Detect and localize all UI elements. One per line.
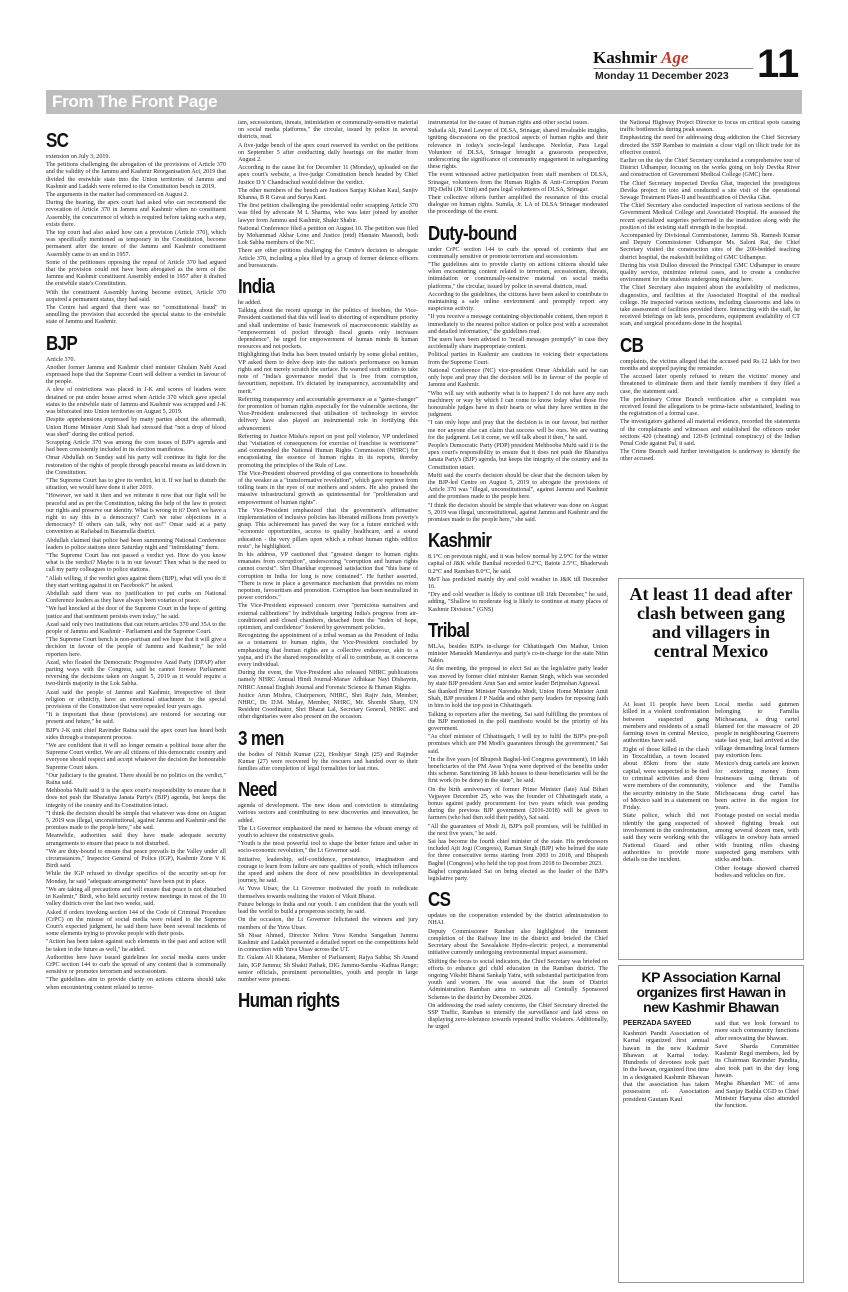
section-bar xyxy=(46,90,802,114)
paragraph: Shifting the focus to social indicators, the Chief Secretary was briefed on efforts to enhance girl child education in the Ramban district. The ongoing Viksbit Bharat Sankalp Yatra, with substantial participation from youth and women. He was assured that the team of District Administration Ramban aims to saturate all Centrally Sponsored Schemes in the district by December 2026. xyxy=(428,958,608,1001)
paragraph: Political parties in Kashmir are cautious in voicing their expectations from the Supreme Court. xyxy=(428,352,608,366)
paragraph: extension on July 3, 2019. xyxy=(46,154,110,160)
paragraph: Earlier on the day the Chief Secretary conducted a comprehensive tour of District Udhampur, focusing on the works going on holy Devika River and construction of Government Medical College (GMC) here. xyxy=(620,158,800,179)
paragraph: Highlighting that India has been treated unfairly by some global entities, VP asked them to delve deep into the nation's performance on human rights and not merely scratch the surface. He warned such entities to take note of "India's governance model that is free from corruption, favouritism, nepotism. It's dictated by transparency, accountability and merit." xyxy=(238,352,418,395)
story-head-tribal: Tribal xyxy=(428,619,470,642)
paragraph: Initiative, leadership, self-confidence, persistence, imagination and courage to learn from failure are rare qualities of youth, which influences the speed and ushers the door of new possibilities in developmental journey, he said. xyxy=(238,856,418,885)
paragraph: The top court had also asked how can a provision (Article 370), which was specifically mentioned as temporary in the Constitution, become permanent after the tenure of the Jammu and Kashmir constituent Assembly came to an end in 1957. xyxy=(46,230,226,258)
paragraph: Abdullah said there was no justification to put curbs on National Conference leaders as they have always been votaries of peace. xyxy=(46,590,226,605)
paragraph: Sh Nisar Ahmed, Director Nehru Yuva Kendra Sangathan Jammu Kashmir and Ladakh presented a detailed report on the competitions held in connection with Yuva Utsav across the UT. xyxy=(238,932,418,954)
paragraph: National Conference (NC) vice-president Omar Abdullah said he can only hope and pray that the decision will be in favour of the people of Jammu and Kashmir. xyxy=(428,367,608,389)
paragraph: Baghel congratulated Sai on being elected as the leader of the BJP's legislative party. xyxy=(428,868,608,883)
paragraph: The investigators gathered all material evidence, recorded the statements of the complainants and witnesses and established the offences under sections 420 (cheating) and 120-B (criminal conspiracy) of the Indian Penal Code against Pal, it said. xyxy=(620,419,800,447)
paragraph: Meanwhile, authorities said they have made adequate security arrangements to ensure that peace is not disturbed. xyxy=(46,833,226,847)
story-body-3-men xyxy=(238,752,418,774)
story-body-sc-cont xyxy=(238,120,418,270)
paragraph: Megha Bhandari MC of area and Sanjay Bathla CGD to Chief Minister Haryana also attended the function. xyxy=(715,1080,799,1110)
paragraph: Emphasizing the need for addressing drug addiction the Chief Secretary directed the SSP Ramban to maintain a close vigil on illicit trade for its effective control. xyxy=(620,135,800,156)
paragraph: Deputy Commissioner Ramban also highlighted the imminent completion of the Railway line in the district and briefed the Chief Secretary about the Sawalakote Hydro-electric project, a monumental initiative currently undergoing environmental impact assessment. xyxy=(428,928,608,957)
paragraph: "The Supreme Court has not passed a verdict yet. How do you know what is the verdict? Maybe it is in our favour! Then what is the need to call my party colleagues to police stations. xyxy=(46,552,226,574)
paragraph: The other members of the bench are Justices Sanjay Kishan Kaul, Sanjiv Khanna, B R Gavai and Surya Kant. xyxy=(238,187,418,202)
paragraph: agenda of development. The new ideas and conviction is stimulating various sectors and contributing to new discoveries and innovation, he added. xyxy=(238,803,418,824)
story-body-duty-bound xyxy=(428,247,608,525)
paragraph: Justice Arun Mishra, Chairperson, NHRC, Shri Rajiv Jain, Member, NHRC, Dr. D.M. Mulay, Member, NHRC, Mr. Shombi Sharp, UN Resident Coordinator, Shri Bharat Lal, Secretary General, NHRC and other dignitaries were also present on the occasion. xyxy=(238,692,418,721)
paragraph: The Vice-President expressed concern over "pernicious narratives and external calibrations" by individuals targeting India's progress from air-conditioned and closed chambers, detached from the "index of hope, optimism, and confidence" fostered by government policies. xyxy=(238,603,418,631)
paragraph: The Vice-President observed providing of gas connections to households of the weaker as a "transformative revolution", which gave reprieve from toiling tears in the eyes of our mothers and sisters. He also praised the massive infrastructural growth as quintessential for "proliferation and empowerment of human rights". xyxy=(238,470,418,506)
paragraph: People's Democratic Party (PDP) president Mehbooba Mufti said it is the apex court's responsibility to ensure that it does not push the Bharatiya Janata Party's (BJP) agenda, but keeps the integrity of the country and its Constitution intact. xyxy=(428,442,608,471)
paragraph: Eight of those killed in the clash in Texcaltitlan, a town located about 85km from the state capital, were suspected to be tied to criminal activities and three were members of the community, the security ministry in the State of Mexico said in a statement on Friday. xyxy=(623,745,709,812)
paragraph: "If you receive a message containing objectionable content, then report it immediately to the nearest police station or police post with a screenshot and detailed information," the guidelines read. xyxy=(428,314,608,335)
kp-headline: KP Association Karnal organizes first Hawan in new Kashmir Bhawan xyxy=(636,969,786,1015)
paragraph: Local media said gunmen belonging to Familia Michoacana, a drug cartel blamed for the massacre of 20 people in neighbouring Guerrero state last year, had arrived at the village demanding local farmers pay extortion fees. xyxy=(715,701,799,760)
story-body-hr-cont xyxy=(428,120,608,217)
paragraph: Some of the petitioners opposing the repeal of Article 370 had argued that the provision could not have been abrogated as the term of the Jammu and Kashmir constituent Assembly ended in 1957 after it drafted the erstwhile state's Constitution. xyxy=(46,259,226,288)
paragraph: Referring to Justice Misha's report on post poll violence, VP underlined that "visitation of consequences for exercise of franchise is worrisome" and commended the National Human Rights Commission (NHRC) for encapsulating the essence of human rights in its reports, thereby promoting the principles of the Rule of Law. xyxy=(238,433,418,469)
paragraph: Sai thanked Prime Minister Narendra Modi, Union Home Minister Amit Shah, BJP president J P Nadda and other party leaders for reposing faith in him to hold the top post in Chhattisgarh. xyxy=(428,689,608,710)
paragraph: The preliminary Crime Branch verification after a complaint was received found the allegations to be prima-facie substantiated, leading to the registration of a formal case. xyxy=(620,396,800,418)
paragraph: "As chief minister of Chhattisgarh, I will try to fulfil the BJP's pre-poll promises which are PM Modi's guarantees through the government," Sai said. xyxy=(428,734,608,755)
paragraph: "The guidelines aim to provide clarity on actions citizens should take when encountering content related to terror- xyxy=(46,977,226,991)
kp-byline: PEERZADA SAYEED xyxy=(623,1020,692,1027)
paragraph: The Crime Branch said further investigation is underway to identify the other accused. xyxy=(620,449,800,463)
paragraph: "However, we said it then and we reiterate it now that our fight will be peaceful and as per the Constitution, taking the help of the law to protect our rights and preserve our identity. What is wrong in it? Don't we have a right to say this in a democracy? Can't we raise objections in a democracy? If others can talk, why not us?" Omar said at a party convention at Rafiabad in Baramulla district. xyxy=(46,493,226,536)
paragraph: The petitions challenging the abrogation of the provisions of Article 370 and the validity of the Jammu and Kashmir Reorganisation Act, 2019 that divided the erstwhile state into the Union territories of Jammu and Kashmir and Ladakh were referred to the Constitution bench in 2019. xyxy=(46,162,226,190)
story-body-cb xyxy=(620,359,800,464)
paragraph: The Chief Secretary inspected Devika Ghat, inspected the prestigious Devika project in toto and conducted a site visit of the operational Sewage Treatment Plant-II and beautification of Devika Ghat. xyxy=(620,180,800,202)
paragraph: "Youth is the most powerful tool to shape the better future and usher in socio-economic revolution," the Lt Governor said. xyxy=(238,841,418,855)
paragraph: The Chief Secretary also inquired about the availability of medicines, diagnostics, and facilities at the Associated Hospital of the medical college. He inspected various sections, including classrooms and labs to take assessment of facilities provided there. Interacting with the staff, he received briefings on lab tests, procedures, equipment availability of CT scan, and surgical procedures done in the hospital. xyxy=(620,285,800,328)
paragraph: The Lt Governor emphasized the need to harness the vibrant energy of youth to achieve the constructive goals. xyxy=(238,825,418,840)
paragraph: "I can only hope and pray that the decision is in our favour, but neither me nor anyone else can claim that success will be ours. We are waiting for the judgment. Let it come, we will talk about it then," he said. xyxy=(428,420,608,441)
story-head-cs: CS xyxy=(428,889,451,912)
paragraph: Referring transparency and accountable governance as a "game-changer" for promotion of human rights especially for the vulnerable sections, the Vice-President underscored that utilisation of technology in service delivery have also played an instrumental role in fortifying this advancement. xyxy=(238,396,418,432)
paragraph: Save Sharda Committee Kashmir Regd members, led by its Chairman Ravinder Pandita, also took part in the day long hawan. xyxy=(715,1042,799,1080)
paragraph: On the birth anniversary of former Prime Minister (late) Atal Bihari Vajpayee December 25, who was the founder of Chhattisgarh state, a bonus against paddy procurement for two years which was pending during the previous BJP government (2016-2018) will be given to farmers (who had then sold their paddy), Sai said. xyxy=(428,786,608,822)
paragraph: 8.1°C on previous night, and it was below normal by 2.9°C for the winter capital of J&K while Banihal recorded 0.2°C, Batote 2.5°C, Bhaderwah 0.2°C and Ramban 8.0°C, he said. xyxy=(428,554,608,575)
story-body-kashmir xyxy=(428,554,608,614)
paragraph: the bodies of Nitish Kumar (22), Hoshiyar Singh (25) and Rajinder Kumar (27) were recovered by the rescuers and handed over to their families after completion of legal formalities for last rites. xyxy=(238,751,418,773)
paragraph: According to the cause list for December 11 (Monday), uploaded on the apex court's website, a five-judge Constitution bench headed by Chief Justice D Y Chandrachud would deliver the verdict. xyxy=(238,165,418,186)
story-head-duty-bound: Duty-bound xyxy=(428,222,517,245)
paragraph: he added. xyxy=(238,300,262,307)
story-body-tribal xyxy=(428,644,608,884)
paragraph: ism, secessionism, threats, intimidation or communally-sensitive material on social media platforms," the circular, issued by police in several districts, read. xyxy=(238,120,418,141)
paragraph: Future belongs to India and our youth. I am confident that the youth will lead the world to build a prosperous society, he said. xyxy=(238,901,418,916)
paragraph: under CrPC section 144 to curb the spread of contents that are communally sensitive or promote terrorism and secessionism. xyxy=(428,246,608,260)
mexico-body-right xyxy=(715,701,799,953)
column-1 xyxy=(46,120,226,1280)
story-head-sc: SC xyxy=(46,130,69,152)
paragraph: At the meeting, the proposal to elect Sai as the legislative party leader was moved by former chief minister Raman Singh, which was seconded by state BJP president Arun Sao and senior leader Brijmohan Agrawal. xyxy=(428,666,608,687)
paragraph: Mufti said the court's decision should be clear that the decision taken by the BJP-led Centre on August 5, 2019 to abrogate the provisions of Article 370 was "illegal, unconstitutional", against Jammu and Kashmir and the promises made to the people here. xyxy=(428,472,608,501)
paragraph: "Action has been taken against such elements in the past and action will be taken in the future as well," he added. xyxy=(46,939,226,953)
paragraph: "We had knocked at the door of the Supreme Court in the hope of getting justice and that sentiment persists even today," he said. xyxy=(46,606,226,620)
paragraph: Mexico's drug cartels are known for extorting money from businesses using threats of violence and the Familia Michoacana drug cartel has been active in the region for years. xyxy=(715,760,799,812)
kp-story-box xyxy=(618,965,804,1283)
story-body-bjp xyxy=(46,357,226,992)
paragraph: The event witnessed active participation from staff members of DLSA, Srinagar, volunteers from the Human Rights & Anti-Corruption Forum HQ-Delhi (JK Unit) and para legal volunteers of DLSA, Srinagar. xyxy=(428,172,608,193)
paragraph: MLAs, besides BJP's in-charge for Chhattisgarh Om Mathur, Union minister Mansukh Mandaviya and party's co-in-charge for the state Nitin Nabin. xyxy=(428,643,608,665)
paragraph: A slew of restrictions was placed in J-K and scores of leaders were detained or put under house arrest when Article 370 which gave special status to the erstwhile state of Jammu and Kashmir was scrapped and J-K was bifurcated into Union territories on August 5, 2019. xyxy=(46,387,226,416)
paragraph: Azad said the people of Jammu and Kashmir, irrespective of their religion or ethnicity, have an emotional attachment to the special provisions of the Constitution that were repealed four years ago. xyxy=(46,689,226,711)
paragraph: Footage posted on social media showed fighting break out among several dozen men, with villagers in cowboy hats armed with hunting rifles chasing suspected gang members with sticks and bats. xyxy=(715,812,799,864)
newspaper-logo xyxy=(593,48,689,68)
paragraph: "It is important that these (provisions) are restored for securing our present and future," he said. xyxy=(46,712,226,726)
paragraph: Asked if orders invoking section 144 of the Code of Criminal Procedure (CrPC) on the misuse of social media were related to the Supreme Court's expected judgment, he said there have been several incidents of some elements trying to provoke people with their posts. xyxy=(46,909,226,938)
mexico-story-box xyxy=(618,578,804,960)
masthead xyxy=(0,0,848,88)
paragraph: Azad, who floated the Democratic Progressive Azad Party (DPAP) after parting ways with the Congress, said he cannot foresee Parliament reversing the decisions taken on August 5, 2019 as it would require a two-thirds majority in the Lok Sabha. xyxy=(46,659,226,688)
page-number: 11 xyxy=(757,42,800,86)
paragraph: Er. Gulam Ali Khatana, Member of Parliament, Rajya Sabha; Sh Anand Jain, IGP Jammu; Sh Shakti Pathak, DIG Jammu-Samba -Kathua Range; senior officials, prominent personalities, youth and people in large number were present. xyxy=(238,955,418,983)
paragraph: The arguments in the matter had commenced on August 2. xyxy=(46,192,189,199)
mexico-headline: At least 11 dead after clash between gang and villagers in central Mexico xyxy=(629,584,793,661)
paragraph: The Vice-President emphasized that the government's affirmative implementation of inclusive policies has liberated millions from poverty's grasp. This achievement has paved the way for a future enriched with "economic opportunities, access to quality healthcare, and a sound education - the very pillars upon which a robust human rights edifice rests", he highlighted. xyxy=(238,507,418,550)
paragraph: On addressing the road safety concerns, the Chief Secretary directed the SSP Traffic, Ramban to intensify the surveillance and laid stress on displaying zero-tolerance towards repeated traffic violators. Additionally, he urged xyxy=(428,1002,608,1031)
section-title: From The Front Page xyxy=(52,92,218,111)
paragraph: According to the guidelines, the citizens have been asked to contribute to maintaining a safe online environment and promptly report any suspicious activity. xyxy=(428,291,608,313)
paragraph: The Centre had argued that there was no "constitutional fraud" in annulling the provision that accorded the special status to the erstwhile state of Jammu and Kashmir. xyxy=(46,305,226,326)
paragraph: updates on the cooperation extended by the district administration to NHAI. xyxy=(428,913,608,927)
brand-rule xyxy=(593,68,753,69)
paragraph: Article 370. xyxy=(46,356,76,363)
story-head-bjp: BJP xyxy=(46,332,78,355)
story-head-3-men: 3 men xyxy=(238,727,284,750)
paragraph: While the IGP refused to divulge specifics of the security set-up for Monday, he said "adequate arrangements" have been put in place. xyxy=(46,871,226,885)
story-head-kashmir: Kashmir xyxy=(428,530,492,553)
dateline: Monday 11 December 2023 xyxy=(595,70,729,82)
paragraph: Omar Abdullah on Sunday said his party will continue its fight for the restoration of the rights of people through peaceful means as laid down in the Constitution. xyxy=(46,455,226,476)
paragraph: Abdullah claimed that police had been summoning National Conference leaders to police stations since Saturday night and "intimidating" them. xyxy=(46,537,226,551)
story-body-sc xyxy=(46,154,226,327)
paragraph: "We are taking all precautions and will ensure that peace is not disturbed in Kashmir," Birdi, who held security review meetings in most of the 10 valley districts over the last two weeks, said. xyxy=(46,886,226,908)
paragraph: The users have been advised to "recall messages promptly" in case they accidentally share inappropriate content. xyxy=(428,337,608,351)
paragraph: "In the five years (of Bhupesh Baghel-led Congress government), 18 lakh beneficiaries of the PM Awas Yojna were deprived of the benefits under this scheme. Sanctioning 18 lakh houses to these beneficiaries will be the first work (to be done) in the state", he said. xyxy=(428,756,608,785)
paragraph: With the constituent Assembly having become extinct, Article 370 acquired a permanent status, they had said. xyxy=(46,289,226,303)
kp-body-left xyxy=(623,1030,709,1276)
paragraph: "The Supreme Court has to give its verdict, let it. If we had to disturb the situation, we would have done it after 2019. xyxy=(46,477,226,492)
mexico-body-left xyxy=(623,701,709,953)
paragraph: Sai has become the fourth chief minister of the state. His predecessors included Ajit Jogi (Congress), Raman Singh (BJP) who helmed the state for three consecutive terms starting from 2003 to 2018, and Bhupesh Baghel (Congress) who held the top post from 2018 to December 2023. xyxy=(428,839,608,867)
paragraph: Authorities here have issued guidelines for social media users under CrPC section 144 to curb the spread of any content that is communally sensitive or promotes terrorism and secessionism. xyxy=(46,954,226,976)
brand-main: Kashmir xyxy=(593,48,657,67)
story-body-need xyxy=(238,803,418,984)
paragraph: State police, which did not identify the gang suspected of involvement in the confrontation, said they were working with the National Guard and other authorities to provide more details on the incident. xyxy=(623,812,709,864)
paragraph: The first petition challenging the presidential order scrapping Article 370 was filed by advocate M L Sharma, who was later joined by another lawyer from Jammu and Kashmir, Shakir Shabir. xyxy=(238,203,418,224)
paragraph: A five-judge bench of the apex court reserved its verdict on the petitions on September 5 after conducting daily hearings on the matter from August 2. xyxy=(238,142,418,164)
paragraph: "Our judiciary is the greatest. There should be no politics on the verdict," Raina said. xyxy=(46,772,226,787)
story-head-need: Need xyxy=(238,779,277,802)
paragraph: Azad said only two institutions that can return articles 370 and 35A to the people of Jammu and Kashmir - Parliament and the Supreme Court. xyxy=(46,621,226,635)
column-4 xyxy=(620,120,800,570)
paragraph: During his visit Dulloo directed the Principal GMC Udhampur to ensure quality service, minimize referral cases, and to create a conducive environment for the students undergoing training here. xyxy=(620,262,800,284)
paragraph: the National Highway Project Director to focus on critical spots causing traffic bottlenecks during peak season. xyxy=(620,120,800,134)
paragraph: The accused later openly refused to return the victims' money and threatened to eliminate them and their family members if they filed a case, the statement said. xyxy=(620,374,800,395)
paragraph: During the hearing, the apex court had asked who can recommend the revocation of Article 370 in Jammu and Kashmir when no constituent Assembly, the concurrence of which is required before taking such a step, exists there. xyxy=(46,200,226,228)
brand-accent: Age xyxy=(661,48,689,67)
paragraph: BJP's J-K unit chief Ravinder Raina said the apex court has heard both sides through a transparent process. xyxy=(46,727,226,741)
story-head-cb: CB xyxy=(620,334,644,357)
paragraph: "The Supreme Court bench is non-partisan and we hope that it will give a decision in favour of the people of Jammu and Kashmir," he told reporters here. xyxy=(46,637,226,658)
column-3 xyxy=(428,120,608,1280)
paragraph: Another former Jammu and Kashmir chief minister Ghulam Nabi Azad expressed hope that the Supreme Court will deliver a verdict in favour of the people. xyxy=(46,364,226,386)
paragraph: "I think the decision should be simple that whatever was done on August 5, 2019 was illegal, unconstitutional, against Jammu and Kashmir and the promises made to the people here," she said. xyxy=(428,502,608,523)
column-2 xyxy=(238,120,418,1280)
story-body-india xyxy=(238,300,418,722)
paragraph: Their collective efforts further amplified the resonance of this crucial dialogue on human rights. Sumila, Jr. LA of DLSA Srinagar moderated the proceedings of the event. xyxy=(428,195,608,216)
paragraph: "The guidelines aim to provide clarity on actions citizens should take when encountering content related to terrorism, secessionism, threats, intimidation or communally-sensitive material on social media platforms," the circular, issued by police in several districts, read. xyxy=(428,262,608,290)
paragraph: MeT has predicted mainly dry and cold weather in J&K till December 16. xyxy=(428,576,608,590)
paragraph: During the event, the Vice-President also released NHRC publications namely NHRC Annual Hindi Journal-Manav Adhikaar Nayi Dishayein, NHRC Annual English Journal and Forensic Science & Human Rights. xyxy=(238,670,418,691)
paragraph: Kashmiri Pandit Association of Karnal organized first annual hawan in the new Kashmir Bhawan at Karnal today. Hundreds of devotees took part in the hawan, organized first time in a designated Kashmir Bhawan that the association has taken possession of. Association president Gautam Kaul xyxy=(623,1030,709,1103)
paragraph: said that we look forward to more such community functions after renovating the bhawan. xyxy=(715,1020,799,1042)
paragraph: Suhaila Ali, Panel Lawyer of DLSA, Srinagar, shared invaluable insights, igniting discussions on the practical aspects of human rights and their relevance in today's socio-legal landscape. Neelofar, Para Legal Volunteer of DLSA, Srinagar brought a grassroots perspective, underscoring the significance of community engagement in safeguarding these rights. xyxy=(428,128,608,171)
paragraph: National Conference filed a petition on August 10. The petition was filed by Mohammad Akbar Lone and Justice (retd) Hasnain Masoodi, both Lok Sabha members of the NC. xyxy=(238,225,418,247)
kp-body-right xyxy=(715,1020,799,1276)
paragraph: Despite apprehensions expressed by many parties about the aftermath, Union Home Minister Amit Shah had stressed that "not a drop of blood was shed" during the critical period. xyxy=(46,417,226,438)
story-head-india: India xyxy=(238,276,275,299)
paragraph: Talking to reporters after the meeting, Sai said fulfilling the promises of the BJP mentioned in the poll manifesto would be the priority of his government. xyxy=(428,711,608,733)
paragraph: Other footage showed charred bodies and vehicles on fire. xyxy=(715,864,799,879)
paragraph: "We are duty-bound to ensure that peace prevails in the Valley under all circumstances," Inspector General of Police (IGP), Kashmir Zone V K Birdi said. xyxy=(46,848,226,870)
paragraph: "Who will say with authority what is to happen? I do not have any such machinery or way by which I can come to know today what those five honourable judges have in their hearts or what they have written in the judgment. xyxy=(428,390,608,419)
paragraph: "We are confident that it will no longer remain a political issue after the Supreme Court verdict. We are all citizens of this democratic country and everyone should respect and accept whatever the decision the honourable Supreme Court takes. xyxy=(46,743,226,771)
paragraph: The Chief Secretary also conducted inspection of various sections of the Government Medical College and Associated Hospital. He assessed the recent specialized surgeries performed in the institution along with the position of the existing staff strength in the hospital. xyxy=(620,203,800,231)
story-body-cs-cont xyxy=(620,120,800,329)
paragraph: In his address, VP cautioned that "greatest danger to human rights emanates from corruption", underscoring "corruption and human rights cannot coexist". Shri Dhankhar expressed satisfaction that "this bane of corruption in India for long is now contained". He further asserted, "There is now in place a governance mechanism that provides no room nepotism, favouritism and promotion. Corruption has been neutralized in power corridors." xyxy=(238,551,418,602)
paragraph: complaints, the victims alleged that the accused paid Rs 12 lakh for two months and stopped paying the remainder. xyxy=(620,358,800,372)
paragraph: At Yuva Utsav, the Lt Governor motivated the youth to rededicate themselves towards realizing the vision of Viksit Bharat. xyxy=(238,886,418,900)
paragraph: "All the guarantees of Modi Ji, BJP's poll promises, will be fulfilled in the next five years," he said. xyxy=(428,823,608,837)
paragraph: Mehbooba Mufti said it is the apex court's responsibility to ensure that it does not push the Bharatiya Janata Party's (BJP) agenda, but keeps the integrity of the country and its Constitution intact. xyxy=(46,788,226,809)
paragraph: Scrapping Article 370 was among the core issues of BJP's agenda and had been consistently included in its election manifestos. xyxy=(46,439,226,454)
paragraph: instrumental for the cause of human rights and other social issues. xyxy=(428,120,589,126)
paragraph: "I think the decision should be simple that whatever was done on August 5, 2019 was illegal, unconstitutional, against Jammu and Kashmir and the promises made to the people here," she said. xyxy=(46,810,226,832)
paragraph: Accompanied by Divisional Commissioner, Jammu Sh. Ramesh Kumar and Deputy Commissioner Udhampur Ms. Saloni Rai, the Chief Secretary visited the construction sites of the 200-bedded teaching district hospital, the makeshift building of GMC Udhampur. xyxy=(620,233,800,261)
paragraph: At least 11 people have been killed in a violent confrontation between suspected gang members and residents of a small farming town in central Mexico, authorities have said. xyxy=(623,701,709,745)
story-body-cs xyxy=(428,913,608,1031)
paragraph: There are other petitions challenging the Centre's decision to abrogate Article 370, including a plea filed by a group of former defence officers and bureaucrats. xyxy=(238,248,418,269)
paragraph: "Dry and cold weather is likely to continue till 16th December," he said, adding, "Shallow to moderate fog is likely to continue at many places of Kashmir Division." (GNS) xyxy=(428,592,608,613)
paragraph: Talking about the recent upsurge in the politics of freebies, the Vice-President cautioned that this will lead to distorting of expenditure priority and shall undermine of basic framework of macroeconomic stability as "empowerment of pocket through fiscal grants only increases dependence", he urged for empowerment of human minds & human resources and not pockets. xyxy=(238,308,418,351)
story-head-human-rights: Human rights xyxy=(238,990,340,1013)
paragraph: Recognizing the appointment of a tribal woman as the President of India as a testament to human rights, the Vice-President concluded by emphasizing that human rights are a collective endeavour, akin to a yajna, and it's the shared responsibility of all to contribute, as it concerns every individual. xyxy=(238,633,418,669)
paragraph: "Allah willing, if the verdict goes against them (BJP), what will you do if they start writing against it on Facebook?" he asked. xyxy=(46,575,226,589)
paragraph: On the occasion, the Lt Governor felicitated the winners and jury members of the Yuva Utsav. xyxy=(238,917,418,931)
